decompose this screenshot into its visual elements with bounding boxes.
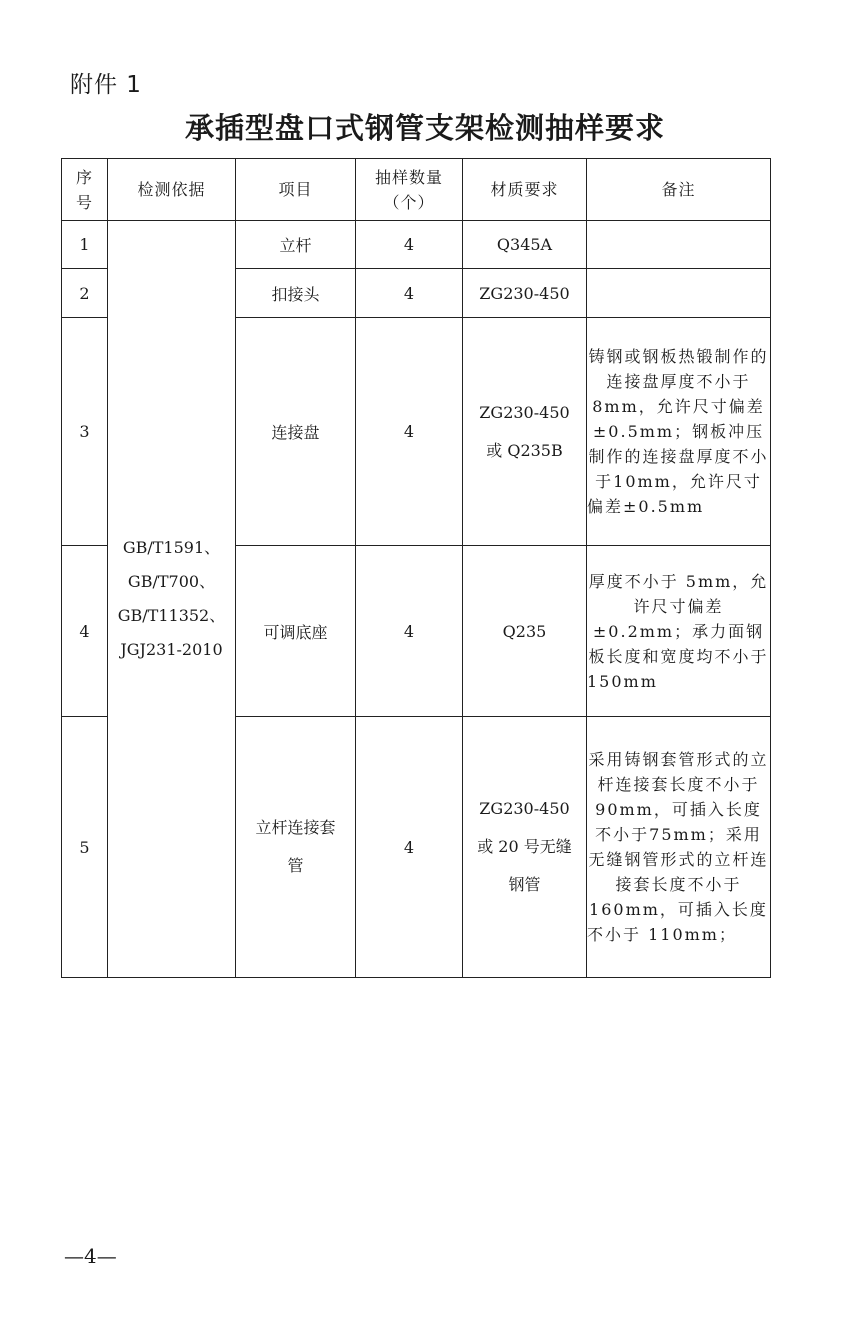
row-note: 铸钢或钢板热锻制作的连接盘厚度不小于 8mm，允许尺寸偏差±0.5mm；钢板冲压制作的连接盘厚度不小于10mm，允许尺寸偏差±0.5mm xyxy=(587,318,771,546)
row-material: ZG230-450 或 Q235B xyxy=(463,318,587,546)
attachment-label: 附件 1 xyxy=(70,72,142,98)
row-item: 扣接头 xyxy=(236,269,356,318)
row-quantity: 4 xyxy=(356,546,463,717)
header-note: 备注 xyxy=(587,159,771,221)
inspection-basis-cell: GB/T1591、 GB/T700、 GB/T11352、 JGJ231-2010 xyxy=(108,221,236,978)
header-item: 项目 xyxy=(236,159,356,221)
header-material: 材质要求 xyxy=(463,159,587,221)
document-title: 承插型盘口式钢管支架检测抽样要求 xyxy=(184,111,665,145)
row-seq: 5 xyxy=(62,717,108,978)
row-material: ZG230-450 xyxy=(463,269,587,318)
row-seq: 4 xyxy=(62,546,108,717)
row-note: 采用铸钢套管形式的立杆连接套长度不小于 90mm，可插入长度不小于75mm；采用无缝钢管形式的立杆连接套长度不小于160mm，可插入长度不小于 110mm； xyxy=(587,717,771,978)
row-item: 可调底座 xyxy=(236,546,356,717)
header-basis: 检测依据 xyxy=(108,159,236,221)
table-header-row xyxy=(62,159,771,221)
row-quantity: 4 xyxy=(356,269,463,318)
row-note xyxy=(587,221,771,269)
row-note xyxy=(587,269,771,318)
table-row xyxy=(62,221,771,269)
row-material: Q235 xyxy=(463,546,587,717)
row-quantity: 4 xyxy=(356,221,463,269)
sampling-table xyxy=(61,158,771,978)
row-seq: 2 xyxy=(62,269,108,318)
header-quantity: 抽样数量 （个） xyxy=(356,159,463,221)
row-quantity: 4 xyxy=(356,717,463,978)
row-material: ZG230-450 或 20 号无缝 钢管 xyxy=(463,717,587,978)
row-seq: 3 xyxy=(62,318,108,546)
row-item: 立杆连接套 管 xyxy=(236,717,356,978)
row-item: 连接盘 xyxy=(236,318,356,546)
row-item: 立杆 xyxy=(236,221,356,269)
page-number: —4— xyxy=(64,1244,117,1268)
header-seq: 序 号 xyxy=(62,159,108,221)
row-note: 厚度不小于 5mm，允许尺寸偏差±0.2mm；承力面钢板长度和宽度均不小于 150mm xyxy=(587,546,771,717)
row-material: Q345A xyxy=(463,221,587,269)
row-quantity: 4 xyxy=(356,318,463,546)
row-seq: 1 xyxy=(62,221,108,269)
